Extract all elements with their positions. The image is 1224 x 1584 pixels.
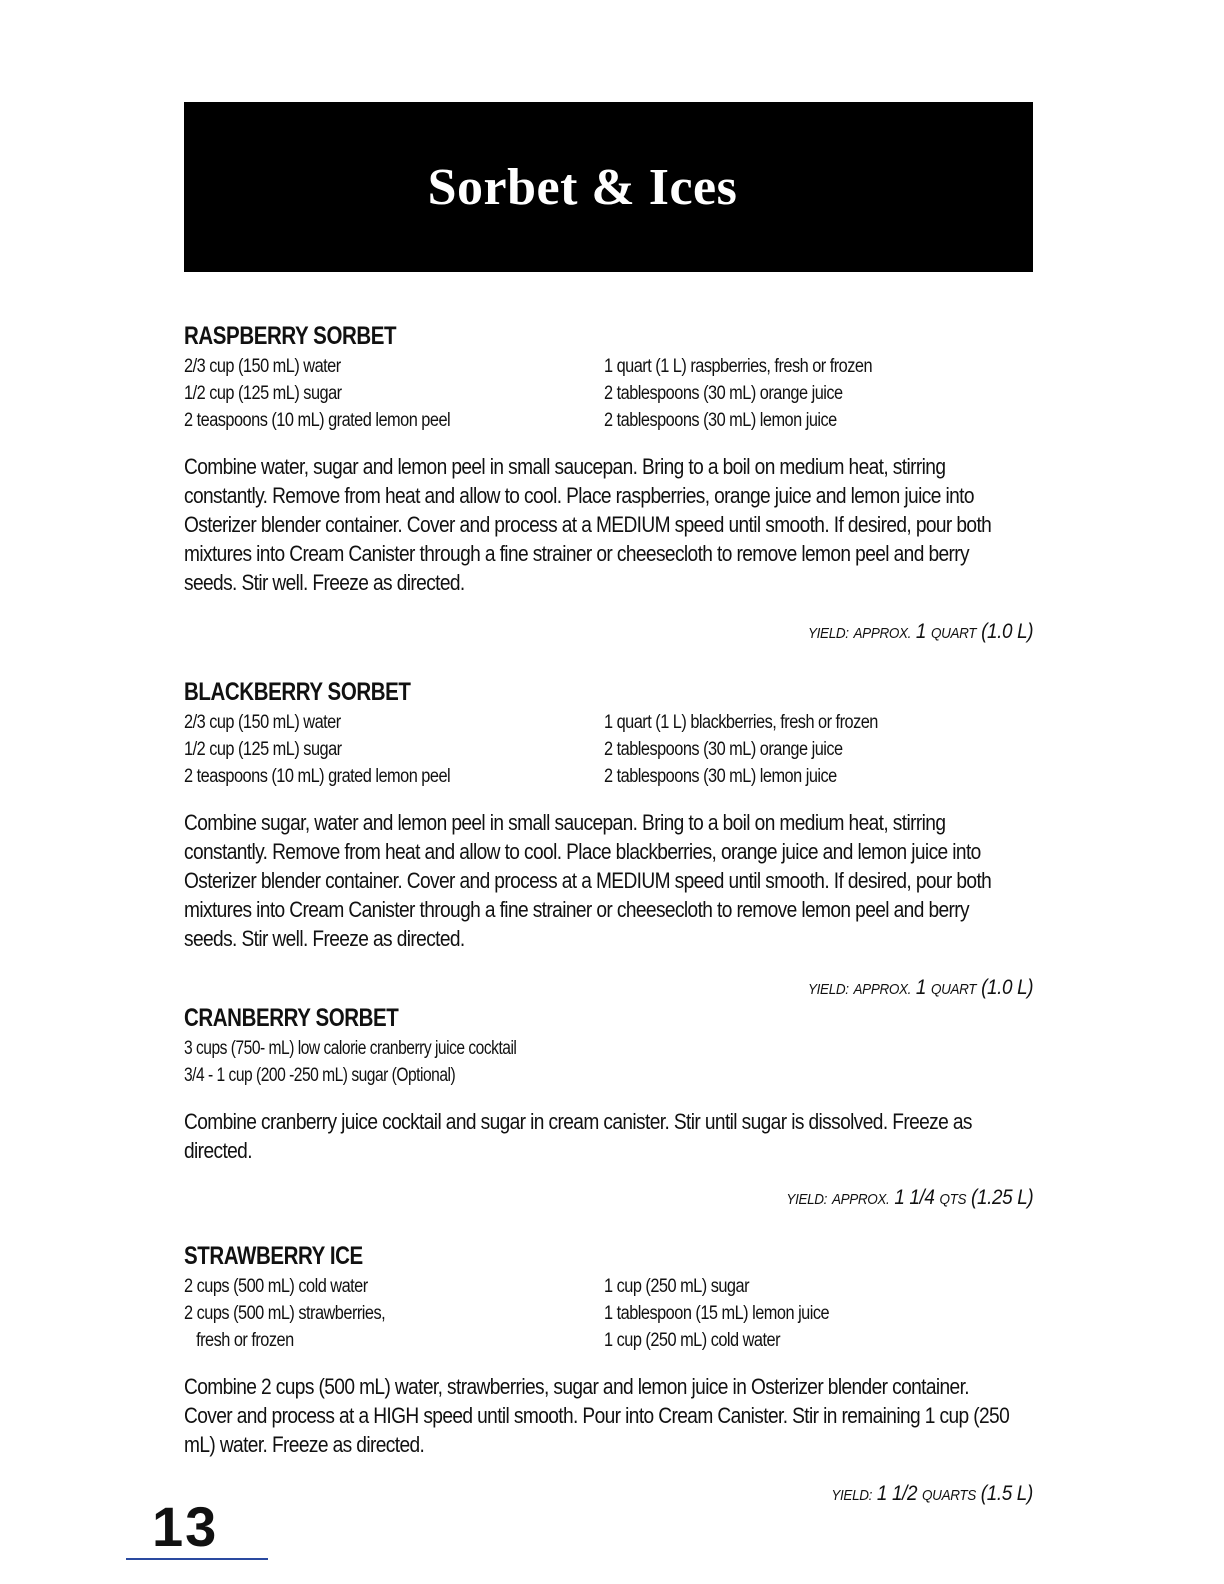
ingredient: 2 cups (500 mL) strawberries,: [184, 1303, 386, 1324]
recipe-directions: Combine sugar, water and lemon peel in small saucepan. Bring to a boil on medium heat, stirring constantly. Remove from heat and allow to cool. Place blackberries, orange juice and lemon juice into Osterizer blender container. Cover and process at a MEDIUM speed until smooth. If desired, pour both mixtures into Cream Canister through a fine strainer or cheesecloth to remove lemon peel and berry seeds. Stir well. Freeze as directed.: [184, 810, 992, 951]
recipe-title: RASPBERRY SORBET: [184, 322, 397, 350]
ingredient: 1 quart (1 L) raspberries, fresh or frozen: [604, 356, 873, 377]
ingredient: 2 teaspoons (10 mL) grated lemon peel: [184, 766, 451, 787]
ingredient-list: [184, 1273, 1033, 1354]
page-number-rule: [126, 1558, 268, 1560]
recipe-cranberry-sorbet: [184, 1004, 1033, 1165]
recipe-blackberry-sorbet: [184, 678, 1033, 953]
ingredient: fresh or frozen: [184, 1330, 294, 1351]
recipe-yield: YIELD: APPROX. 1 QUART (1.0 L): [807, 620, 1033, 643]
ingredient: 1 tablespoon (15 mL) lemon juice: [604, 1303, 830, 1324]
page-title: Sorbet & Ices: [427, 158, 738, 216]
ingredient-list: [184, 1035, 1033, 1089]
recipe-yield: YIELD: 1 1/2 QUARTS (1.5 L): [831, 1482, 1033, 1505]
ingredient: 2 tablespoons (30 mL) orange juice: [604, 383, 843, 404]
ingredient: 2 tablespoons (30 mL) lemon juice: [604, 766, 837, 787]
recipe-yield: YIELD: APPROX. 1 1/4 QTS (1.25 L): [786, 1186, 1033, 1209]
recipe-raspberry-sorbet: [184, 322, 1033, 597]
ingredient: 3/4 - 1 cup (200 -250 mL) sugar (Optional): [184, 1065, 456, 1086]
ingredient-list: [184, 709, 1033, 790]
recipe-title: CRANBERRY SORBET: [184, 1004, 399, 1032]
recipe-yield: YIELD: APPROX. 1 QUART (1.0 L): [807, 976, 1033, 999]
ingredient: 2/3 cup (150 mL) water: [184, 356, 341, 377]
recipe-directions: Combine water, sugar and lemon peel in small saucepan. Bring to a boil on medium heat, stirring constantly. Remove from heat and allow to cool. Place raspberries, orange juice and lemon juice into Osterizer blender container. Cover and process at a MEDIUM speed until smooth. If desired, pour both mixtures into Cream Canister through a fine strainer or cheesecloth to remove lemon peel and berry seeds. Stir well. Freeze as directed.: [184, 454, 992, 595]
title-banner: [184, 102, 1033, 272]
ingredient: 3 cups (750- mL) low calorie cranberry juice cocktail: [184, 1038, 517, 1059]
ingredient: 1/2 cup (125 mL) sugar: [184, 383, 342, 404]
page-number: 13: [152, 1495, 219, 1558]
ingredient-list: [184, 353, 1033, 434]
ingredient: 2 teaspoons (10 mL) grated lemon peel: [184, 410, 451, 431]
recipe-title: BLACKBERRY SORBET: [184, 678, 411, 706]
recipe-directions: Combine 2 cups (500 mL) water, strawberries, sugar and lemon juice in Osterizer blender container. Cover and process at a HIGH speed until smooth. Pour into Cream Canister. Stir in remaining 1 cup (250 mL) water. Freeze as directed.: [184, 1374, 1010, 1457]
ingredient: 2 tablespoons (30 mL) orange juice: [604, 739, 843, 760]
ingredient: 1/2 cup (125 mL) sugar: [184, 739, 342, 760]
ingredient: 1 quart (1 L) blackberries, fresh or frozen: [604, 712, 878, 733]
recipe-strawberry-ice: [184, 1242, 1033, 1459]
ingredient: 2 cups (500 mL) cold water: [184, 1276, 368, 1297]
ingredient: 2/3 cup (150 mL) water: [184, 712, 341, 733]
recipe-title: STRAWBERRY ICE: [184, 1242, 363, 1270]
ingredient: 2 tablespoons (30 mL) lemon juice: [604, 410, 837, 431]
ingredient: 1 cup (250 mL) sugar: [604, 1276, 749, 1297]
recipe-directions: Combine cranberry juice cocktail and sugar in cream canister. Stir until sugar is dissolved. Freeze as directed.: [184, 1109, 972, 1163]
ingredient: 1 cup (250 mL) cold water: [604, 1330, 781, 1351]
